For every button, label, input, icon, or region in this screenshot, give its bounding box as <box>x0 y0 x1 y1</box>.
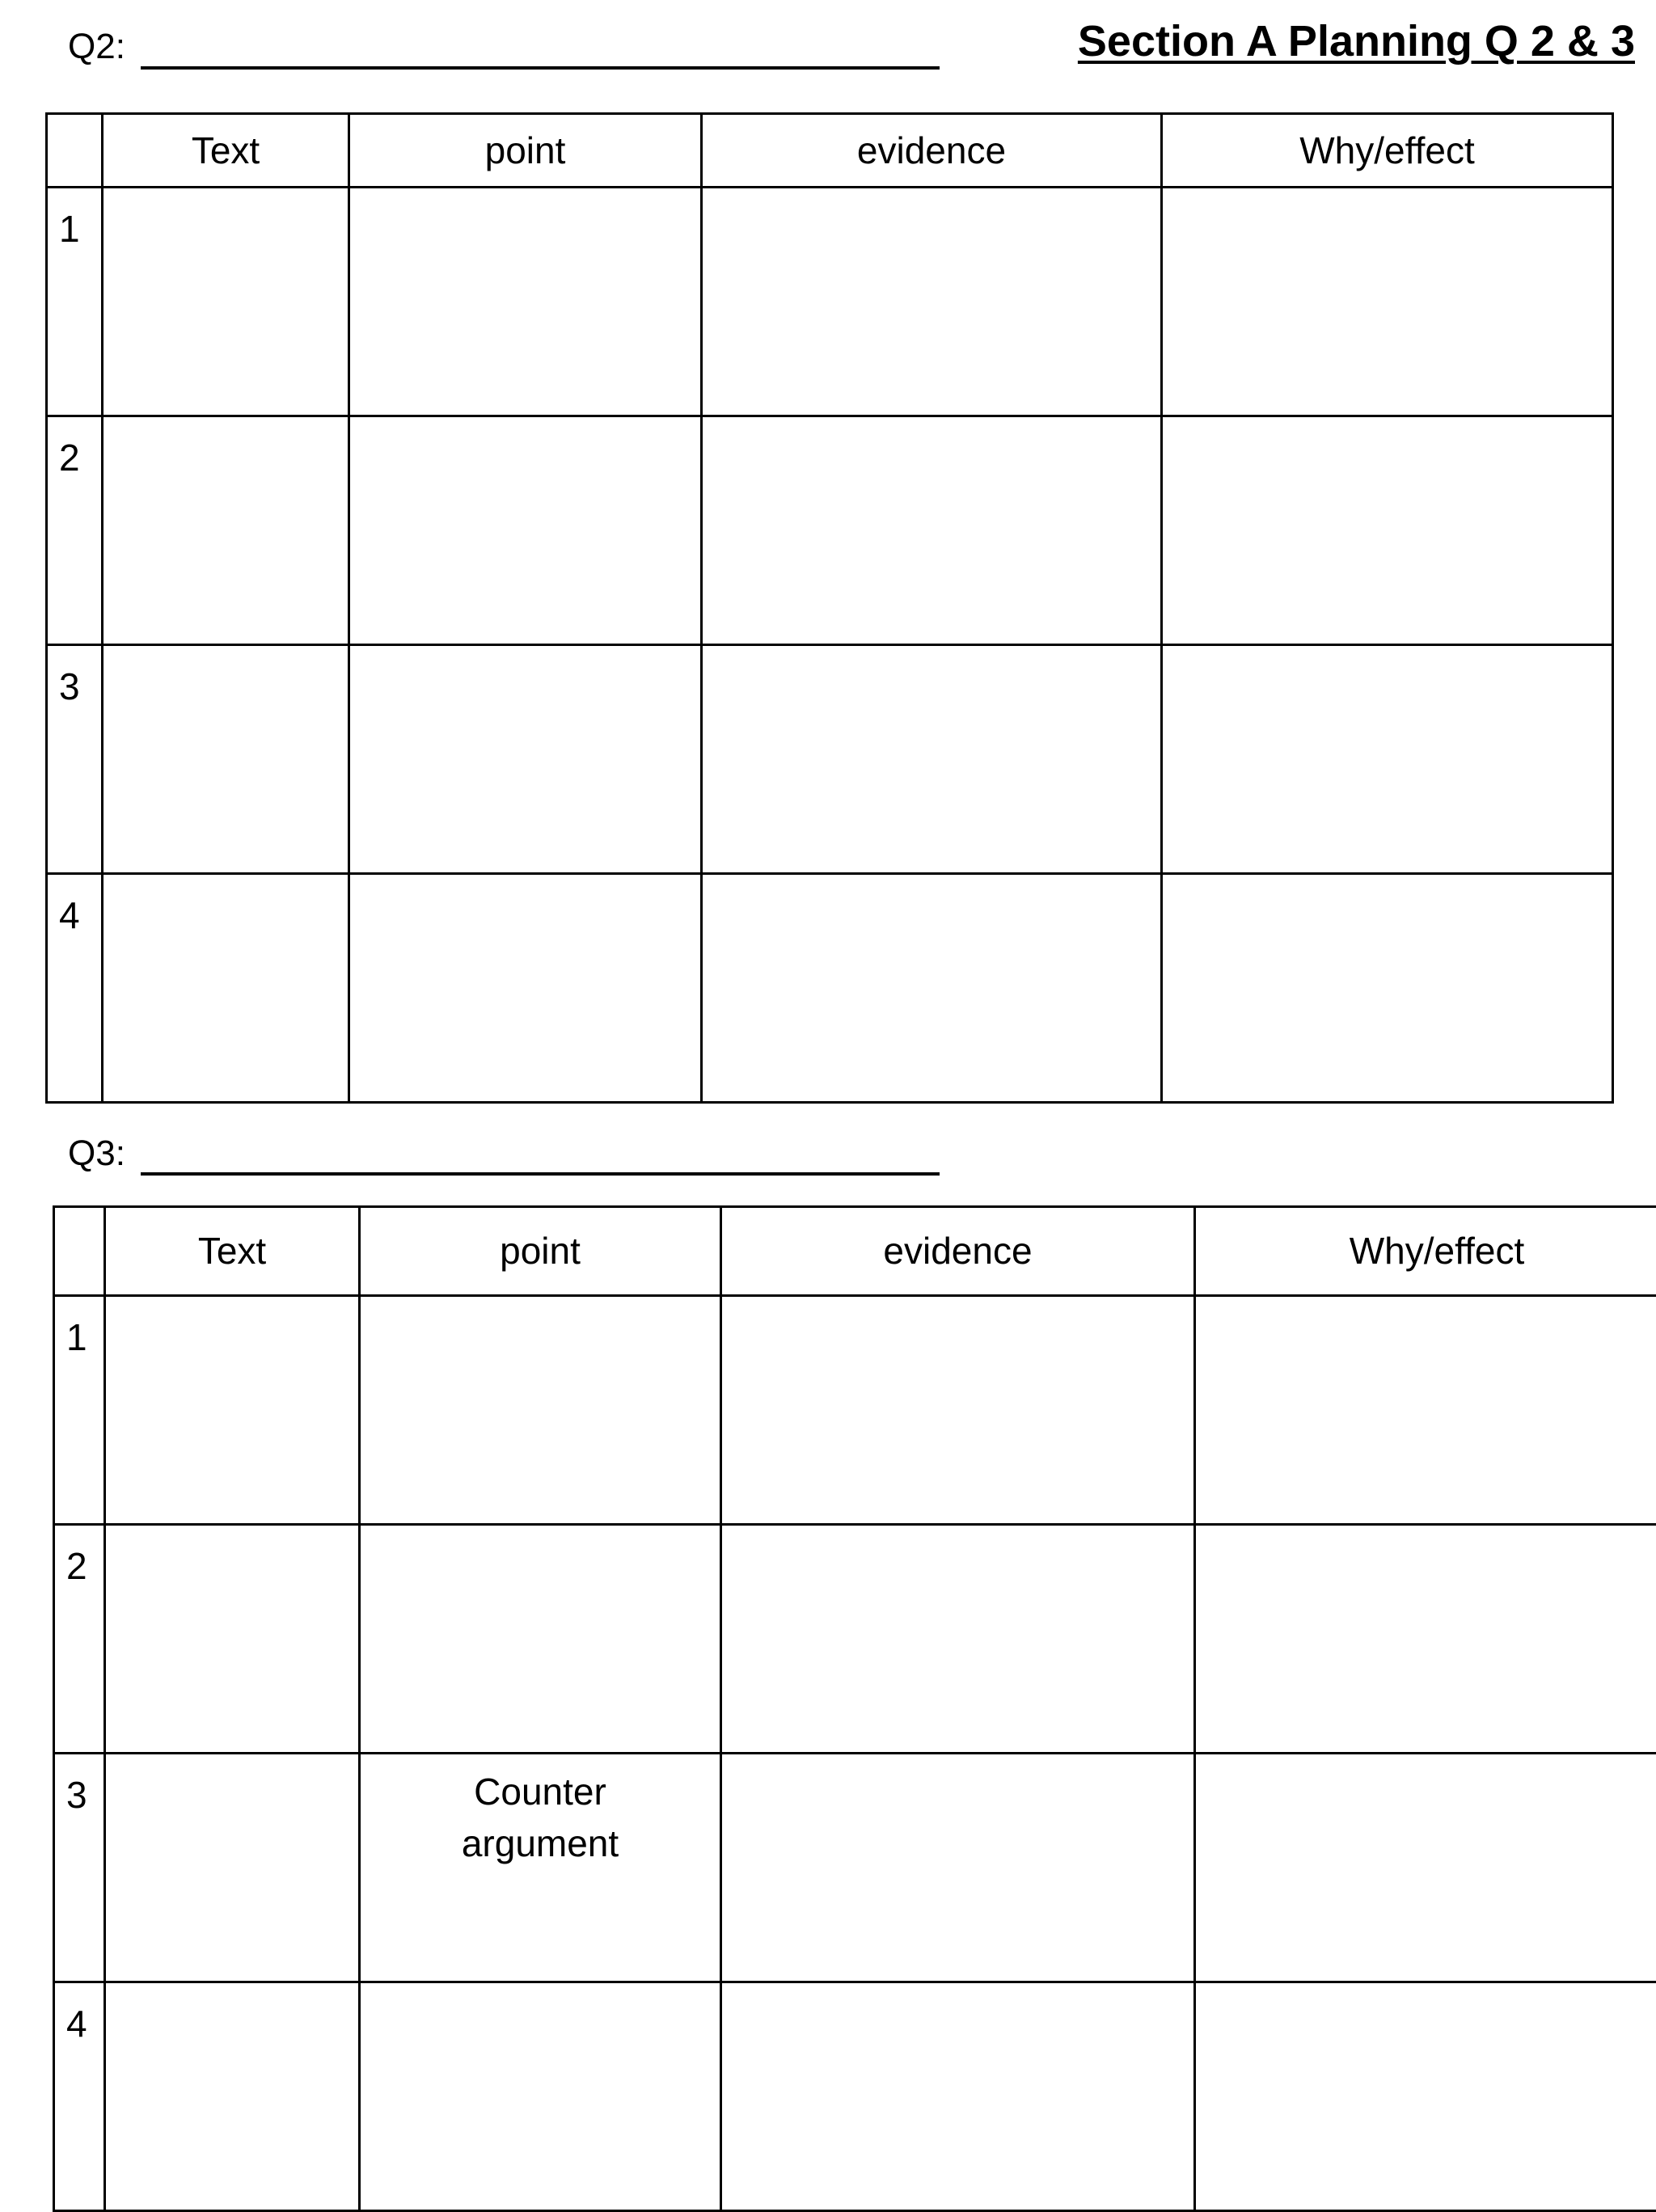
text-cell[interactable] <box>103 188 349 416</box>
header-evidence: evidence <box>702 114 1162 188</box>
header-number <box>54 1207 105 1296</box>
header-point: point <box>349 114 702 188</box>
table-row <box>54 1525 1656 1754</box>
text-cell[interactable] <box>105 1982 360 2211</box>
q3-answer-line[interactable] <box>141 1172 940 1176</box>
point-cell[interactable] <box>360 1525 721 1754</box>
table-header-row <box>54 1207 1656 1296</box>
row-number: 4 <box>54 1982 105 2211</box>
page-title: Section A Planning Q 2 & 3 <box>1078 16 1635 66</box>
table-row <box>54 1754 1656 1982</box>
table-header-row <box>47 114 1613 188</box>
why-effect-cell[interactable] <box>1195 1754 1656 1982</box>
point-cell[interactable] <box>360 1982 721 2211</box>
header-point: point <box>360 1207 721 1296</box>
evidence-cell[interactable] <box>721 1982 1195 2211</box>
header-why-effect: Why/effect <box>1195 1207 1656 1296</box>
q3-planning-table <box>53 1205 1656 2212</box>
q2-label: Q2: <box>68 29 125 65</box>
text-cell[interactable] <box>105 1525 360 1754</box>
point-cell[interactable] <box>349 188 702 416</box>
text-cell[interactable] <box>103 645 349 874</box>
header-number <box>47 114 103 188</box>
why-effect-cell[interactable] <box>1162 645 1613 874</box>
header-text: Text <box>103 114 349 188</box>
table-row <box>54 1982 1656 2211</box>
row-number: 2 <box>47 416 103 645</box>
point-cell[interactable] <box>349 874 702 1103</box>
q2-planning-table <box>45 112 1614 1104</box>
table-row <box>47 416 1613 645</box>
header-evidence: evidence <box>721 1207 1195 1296</box>
row-number: 1 <box>47 188 103 416</box>
row-number: 2 <box>54 1525 105 1754</box>
row-number: 1 <box>54 1296 105 1525</box>
why-effect-cell[interactable] <box>1162 188 1613 416</box>
text-cell[interactable] <box>105 1296 360 1525</box>
text-cell[interactable] <box>105 1754 360 1982</box>
table-row <box>54 1296 1656 1525</box>
why-effect-cell[interactable] <box>1162 416 1613 645</box>
evidence-cell[interactable] <box>702 645 1162 874</box>
point-cell[interactable] <box>349 645 702 874</box>
table-row <box>47 645 1613 874</box>
evidence-cell[interactable] <box>721 1754 1195 1982</box>
header-text: Text <box>105 1207 360 1296</box>
evidence-cell[interactable] <box>721 1296 1195 1525</box>
why-effect-cell[interactable] <box>1195 1982 1656 2211</box>
q3-label: Q3: <box>68 1136 125 1171</box>
row-number: 3 <box>54 1754 105 1982</box>
row-number: 3 <box>47 645 103 874</box>
why-effect-cell[interactable] <box>1162 874 1613 1103</box>
why-effect-cell[interactable] <box>1195 1525 1656 1754</box>
table-row <box>47 874 1613 1103</box>
evidence-cell[interactable] <box>721 1525 1195 1754</box>
q2-answer-line[interactable] <box>141 66 940 70</box>
evidence-cell[interactable] <box>702 874 1162 1103</box>
table-row <box>47 188 1613 416</box>
point-cell-counter-argument[interactable]: Counter argument <box>360 1754 721 1982</box>
point-cell[interactable] <box>349 416 702 645</box>
evidence-cell[interactable] <box>702 416 1162 645</box>
point-cell[interactable] <box>360 1296 721 1525</box>
text-cell[interactable] <box>103 416 349 645</box>
header-why-effect: Why/effect <box>1162 114 1613 188</box>
why-effect-cell[interactable] <box>1195 1296 1656 1525</box>
text-cell[interactable] <box>103 874 349 1103</box>
row-number: 4 <box>47 874 103 1103</box>
evidence-cell[interactable] <box>702 188 1162 416</box>
